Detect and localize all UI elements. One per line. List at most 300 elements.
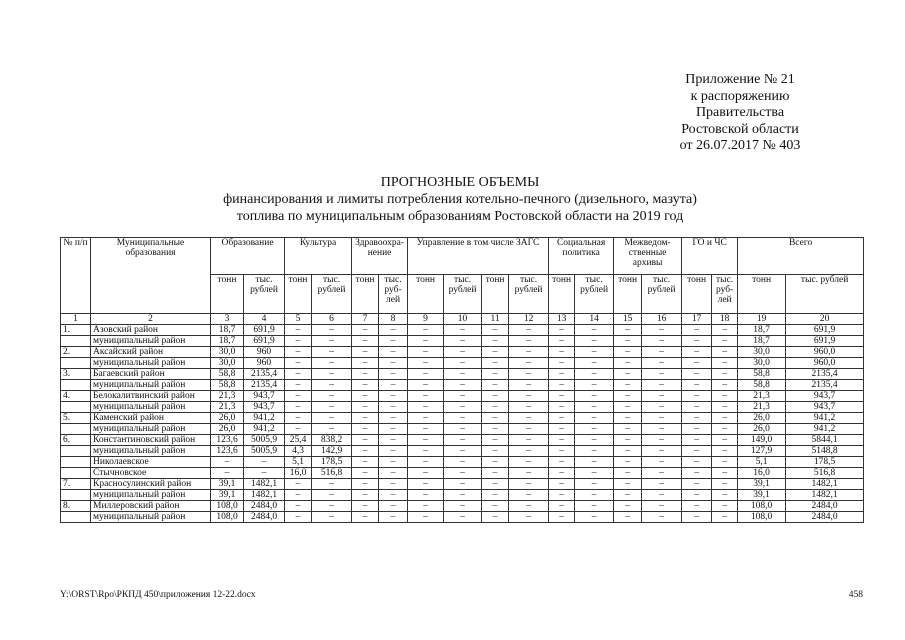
table-cell: 18,7: [738, 325, 786, 336]
table-cell: –: [444, 479, 482, 490]
table-cell: –: [482, 402, 509, 413]
table-cell: –: [379, 380, 408, 391]
table-cell: –: [509, 347, 549, 358]
table-cell: 16,0: [285, 468, 312, 479]
table-cell: –: [614, 413, 642, 424]
table-cell: –: [482, 512, 509, 523]
table-cell: 30,0: [211, 347, 244, 358]
table-cell: 2135,4: [786, 369, 864, 380]
table-cell: 5148,8: [786, 446, 864, 457]
table-cell: –: [682, 501, 712, 512]
table-cell: –: [614, 446, 642, 457]
unit-header: тыс. рублей: [575, 275, 614, 314]
table-cell: –: [712, 457, 738, 468]
table-cell: –: [682, 468, 712, 479]
table-cell: –: [712, 325, 738, 336]
row-name: Красносулинский район: [91, 479, 211, 490]
table-cell: –: [509, 391, 549, 402]
row-number: 7.: [61, 479, 91, 490]
table-cell: –: [549, 358, 575, 369]
table-cell: –: [379, 490, 408, 501]
table-cell: 58,8: [211, 380, 244, 391]
unit-header: тонн: [549, 275, 575, 314]
table-cell: 2135,4: [786, 380, 864, 391]
table-cell: –: [482, 380, 509, 391]
row-name: Азовский район: [91, 325, 211, 336]
table-cell: –: [712, 358, 738, 369]
table-cell: –: [549, 424, 575, 435]
column-number: 10: [444, 314, 482, 325]
table-cell: –: [444, 347, 482, 358]
table-cell: –: [642, 347, 682, 358]
table-cell: –: [352, 325, 379, 336]
table-cell: –: [549, 490, 575, 501]
row-number: [61, 358, 91, 369]
header-group: Здравоохра-нение: [352, 238, 408, 275]
table-cell: –: [642, 336, 682, 347]
table-cell: 4,3: [285, 446, 312, 457]
table-cell: 960,0: [786, 347, 864, 358]
table-cell: –: [285, 413, 312, 424]
table-cell: –: [682, 380, 712, 391]
table-cell: –: [712, 402, 738, 413]
table-cell: –: [352, 457, 379, 468]
row-number: [61, 380, 91, 391]
table-cell: –: [444, 468, 482, 479]
table-cell: –: [312, 336, 352, 347]
row-name: муниципальный район: [91, 358, 211, 369]
table-cell: –: [614, 358, 642, 369]
table-cell: –: [642, 369, 682, 380]
title-line-3: топлива по муниципальным образованиям Ростовской области на 2019 год: [236, 209, 684, 224]
table-cell: –: [712, 435, 738, 446]
table-cell: –: [575, 413, 614, 424]
unit-header: тонн: [738, 275, 786, 314]
unit-header: тыс. рублей: [642, 275, 682, 314]
table-cell: –: [712, 446, 738, 457]
table-cell: –: [549, 446, 575, 457]
table-cell: –: [244, 457, 285, 468]
table-cell: 127,9: [738, 446, 786, 457]
table-cell: –: [575, 457, 614, 468]
table-cell: 960,0: [786, 358, 864, 369]
table-cell: –: [408, 347, 444, 358]
column-number: 6: [312, 314, 352, 325]
table-cell: –: [482, 435, 509, 446]
table-cell: –: [549, 501, 575, 512]
column-number: 1: [61, 314, 91, 325]
table-cell: 941,2: [244, 413, 285, 424]
unit-header: тонн: [682, 275, 712, 314]
table-row: [61, 512, 864, 523]
table-cell: –: [408, 457, 444, 468]
table-cell: –: [408, 512, 444, 523]
table-cell: –: [614, 468, 642, 479]
table-cell: –: [712, 424, 738, 435]
row-number: 5.: [61, 413, 91, 424]
table-cell: –: [575, 446, 614, 457]
table-cell: 21,3: [211, 402, 244, 413]
column-number: 8: [379, 314, 408, 325]
table-row: [61, 402, 864, 413]
table-cell: –: [408, 369, 444, 380]
table-cell: –: [482, 358, 509, 369]
table-cell: –: [444, 391, 482, 402]
table-cell: –: [509, 413, 549, 424]
table-cell: –: [408, 446, 444, 457]
table-cell: –: [408, 501, 444, 512]
table-cell: –: [312, 347, 352, 358]
table-body: [61, 325, 864, 523]
table-cell: 5,1: [285, 457, 312, 468]
table-cell: 149,0: [738, 435, 786, 446]
column-number: 9: [408, 314, 444, 325]
column-number: 2: [91, 314, 211, 325]
table-cell: –: [509, 424, 549, 435]
fuel-limits-table: [60, 237, 864, 523]
table-cell: –: [549, 468, 575, 479]
table-cell: –: [614, 336, 642, 347]
table-row: [61, 490, 864, 501]
column-number: 3: [211, 314, 244, 325]
table-row: [61, 479, 864, 490]
table-cell: –: [312, 325, 352, 336]
table-cell: 108,0: [211, 512, 244, 523]
table-cell: –: [642, 446, 682, 457]
row-name: Багаевский район: [91, 369, 211, 380]
table-cell: –: [379, 336, 408, 347]
table-cell: –: [642, 468, 682, 479]
table-row: [61, 501, 864, 512]
table-cell: –: [682, 325, 712, 336]
table-cell: 943,7: [786, 402, 864, 413]
table-cell: –: [614, 435, 642, 446]
table-cell: –: [712, 468, 738, 479]
table-cell: 39,1: [738, 479, 786, 490]
header-group: ГО и ЧС: [682, 238, 738, 275]
table-cell: –: [482, 446, 509, 457]
table-cell: –: [285, 325, 312, 336]
table-cell: –: [211, 457, 244, 468]
table-cell: –: [482, 369, 509, 380]
unit-header: тонн: [211, 275, 244, 314]
table-cell: –: [482, 490, 509, 501]
table-cell: –: [312, 380, 352, 391]
column-number: 12: [509, 314, 549, 325]
appendix-line: к распоряжению: [690, 88, 790, 104]
row-name: Каменский район: [91, 413, 211, 424]
table-cell: –: [575, 325, 614, 336]
table-cell: –: [482, 501, 509, 512]
table-cell: 142,9: [312, 446, 352, 457]
header-group: Образование: [211, 238, 285, 275]
table-cell: 123,6: [211, 435, 244, 446]
table-cell: –: [379, 468, 408, 479]
table-cell: –: [509, 380, 549, 391]
table-cell: –: [642, 501, 682, 512]
table-cell: –: [549, 402, 575, 413]
table-cell: –: [712, 479, 738, 490]
table-cell: –: [482, 325, 509, 336]
table-cell: –: [575, 369, 614, 380]
table-cell: –: [444, 424, 482, 435]
unit-header: тыс. рублей: [312, 275, 352, 314]
row-name: Аксайский район: [91, 347, 211, 358]
table-cell: 58,8: [738, 380, 786, 391]
table-cell: –: [352, 468, 379, 479]
table-cell: 26,0: [738, 424, 786, 435]
table-cell: –: [352, 435, 379, 446]
table-cell: –: [285, 380, 312, 391]
appendix-line: от 26.07.2017 № 403: [679, 138, 801, 153]
table-cell: 21,3: [738, 391, 786, 402]
table-cell: –: [549, 336, 575, 347]
table-cell: –: [509, 446, 549, 457]
table-cell: –: [614, 380, 642, 391]
row-number: 8.: [61, 501, 91, 512]
unit-header: тыс. руб-лей: [379, 275, 408, 314]
table-cell: 2135,4: [244, 380, 285, 391]
table-cell: 39,1: [211, 490, 244, 501]
header-row-numbers: [61, 314, 864, 325]
table-cell: 960: [244, 358, 285, 369]
table-cell: –: [575, 512, 614, 523]
table-cell: –: [352, 501, 379, 512]
table-cell: 691,9: [244, 336, 285, 347]
table-cell: –: [211, 468, 244, 479]
row-number: [61, 490, 91, 501]
appendix-header: [600, 72, 880, 155]
table-cell: –: [285, 369, 312, 380]
table-cell: –: [549, 413, 575, 424]
unit-header: тонн: [482, 275, 509, 314]
table-cell: –: [575, 380, 614, 391]
title-line-1: ПРОГНОЗНЫЕ ОБЪЕМЫ: [380, 175, 540, 190]
table-cell: –: [642, 479, 682, 490]
table-cell: 941,2: [786, 424, 864, 435]
column-number: 15: [614, 314, 642, 325]
table-cell: –: [379, 479, 408, 490]
table-cell: –: [379, 369, 408, 380]
table-cell: –: [482, 391, 509, 402]
table-cell: 5,1: [738, 457, 786, 468]
table-cell: 2135,4: [244, 369, 285, 380]
table-cell: –: [285, 512, 312, 523]
table-cell: –: [379, 402, 408, 413]
table-cell: –: [682, 435, 712, 446]
table-cell: –: [575, 402, 614, 413]
table-cell: 943,7: [244, 391, 285, 402]
row-number: 6.: [61, 435, 91, 446]
table-cell: 26,0: [211, 424, 244, 435]
header-row-groups: [61, 238, 864, 275]
table-cell: –: [549, 380, 575, 391]
column-number: 13: [549, 314, 575, 325]
table-cell: –: [482, 336, 509, 347]
table-cell: 1482,1: [244, 479, 285, 490]
table-cell: –: [482, 347, 509, 358]
row-number: [61, 446, 91, 457]
table-cell: –: [352, 402, 379, 413]
table-cell: –: [575, 468, 614, 479]
table-cell: –: [444, 380, 482, 391]
table-cell: –: [509, 490, 549, 501]
row-number: [61, 402, 91, 413]
table-cell: –: [509, 457, 549, 468]
table-cell: 960: [244, 347, 285, 358]
table-cell: –: [549, 435, 575, 446]
row-name: Стычновское: [91, 468, 211, 479]
table-cell: –: [379, 512, 408, 523]
table-cell: –: [379, 446, 408, 457]
table-cell: –: [614, 347, 642, 358]
table-cell: –: [444, 358, 482, 369]
row-name: муниципальный район: [91, 490, 211, 501]
table-cell: –: [642, 358, 682, 369]
header-name: Муниципальные образования: [91, 238, 211, 314]
table-cell: –: [285, 424, 312, 435]
row-number: 4.: [61, 391, 91, 402]
table-cell: –: [482, 468, 509, 479]
table-cell: –: [614, 391, 642, 402]
table-cell: –: [312, 501, 352, 512]
table-cell: –: [614, 457, 642, 468]
table-cell: –: [509, 336, 549, 347]
table-cell: –: [444, 501, 482, 512]
header-group: Управление в том числе ЗАГС: [408, 238, 549, 275]
table-row: [61, 325, 864, 336]
table-cell: –: [379, 501, 408, 512]
table-cell: –: [614, 325, 642, 336]
table-cell: –: [509, 369, 549, 380]
header-group: Социальная политика: [549, 238, 614, 275]
document-title: [150, 174, 770, 225]
table-cell: –: [575, 501, 614, 512]
table-row: [61, 336, 864, 347]
header-group: Межведом-ственные архивы: [614, 238, 682, 275]
appendix-line: Ростовской области: [681, 121, 799, 137]
table-cell: –: [444, 325, 482, 336]
column-number: 5: [285, 314, 312, 325]
table-cell: –: [285, 347, 312, 358]
column-number: 20: [786, 314, 864, 325]
table-cell: –: [682, 358, 712, 369]
unit-header: тонн: [614, 275, 642, 314]
table-cell: –: [352, 512, 379, 523]
table-cell: –: [408, 358, 444, 369]
table-cell: –: [575, 358, 614, 369]
table-cell: –: [444, 336, 482, 347]
footer-file-path: Y:\ORST\Rpo\РКПД 450\приложения 12-22.docx: [60, 590, 256, 600]
table-cell: 943,7: [244, 402, 285, 413]
unit-header: тыс. рублей: [509, 275, 549, 314]
table-cell: 516,8: [312, 468, 352, 479]
table-cell: 18,7: [211, 336, 244, 347]
header-group: Культура: [285, 238, 352, 275]
table-cell: 26,0: [738, 413, 786, 424]
table-row: [61, 358, 864, 369]
table-cell: –: [444, 512, 482, 523]
row-number: [61, 468, 91, 479]
row-number: 3.: [61, 369, 91, 380]
row-name: муниципальный район: [91, 402, 211, 413]
table-cell: –: [682, 347, 712, 358]
table-cell: –: [509, 468, 549, 479]
column-number: 18: [712, 314, 738, 325]
table-row: [61, 446, 864, 457]
table-cell: –: [408, 479, 444, 490]
table-cell: –: [712, 380, 738, 391]
title-line-2: финансирования и лимиты потребления котельно-печного (дизельного, мазута): [223, 192, 697, 207]
row-number: 2.: [61, 347, 91, 358]
table-cell: 16,0: [738, 468, 786, 479]
table-cell: 39,1: [738, 490, 786, 501]
table-cell: –: [575, 424, 614, 435]
table-cell: –: [642, 325, 682, 336]
table-cell: 691,9: [786, 325, 864, 336]
table-cell: 5005,9: [244, 435, 285, 446]
header-group: Всего: [738, 238, 864, 275]
table-row: [61, 424, 864, 435]
table-cell: –: [509, 479, 549, 490]
table-cell: –: [312, 512, 352, 523]
column-number: 17: [682, 314, 712, 325]
table-cell: –: [682, 336, 712, 347]
table-cell: –: [285, 479, 312, 490]
table-cell: –: [482, 457, 509, 468]
table-cell: 178,5: [786, 457, 864, 468]
table-cell: 941,2: [786, 413, 864, 424]
table-cell: –: [575, 347, 614, 358]
table-cell: –: [575, 479, 614, 490]
table-cell: –: [712, 369, 738, 380]
table-cell: –: [682, 512, 712, 523]
table-cell: –: [682, 457, 712, 468]
table-cell: –: [549, 325, 575, 336]
table-cell: 2484,0: [786, 512, 864, 523]
table-cell: 18,7: [738, 336, 786, 347]
table-cell: –: [408, 413, 444, 424]
table-cell: 1482,1: [786, 490, 864, 501]
table-cell: –: [352, 347, 379, 358]
table-cell: –: [614, 402, 642, 413]
table-cell: –: [614, 479, 642, 490]
table-cell: –: [408, 424, 444, 435]
table-cell: –: [408, 336, 444, 347]
row-name: Миллеровский район: [91, 501, 211, 512]
table-cell: 18,7: [211, 325, 244, 336]
table-cell: –: [642, 380, 682, 391]
table-cell: –: [285, 501, 312, 512]
table-cell: –: [642, 413, 682, 424]
table-cell: –: [642, 512, 682, 523]
table-cell: –: [379, 457, 408, 468]
header-num: № п/п: [61, 238, 91, 314]
table-cell: –: [352, 369, 379, 380]
footer-page-number: 458: [848, 590, 863, 600]
table-cell: –: [482, 413, 509, 424]
table-cell: –: [682, 446, 712, 457]
row-name: Николаевское: [91, 457, 211, 468]
table-row: [61, 380, 864, 391]
table-cell: –: [285, 391, 312, 402]
table-cell: –: [549, 369, 575, 380]
table-cell: 2484,0: [244, 501, 285, 512]
table-cell: 838,2: [312, 435, 352, 446]
table-cell: –: [614, 512, 642, 523]
unit-header: тонн: [408, 275, 444, 314]
table-row: [61, 435, 864, 446]
